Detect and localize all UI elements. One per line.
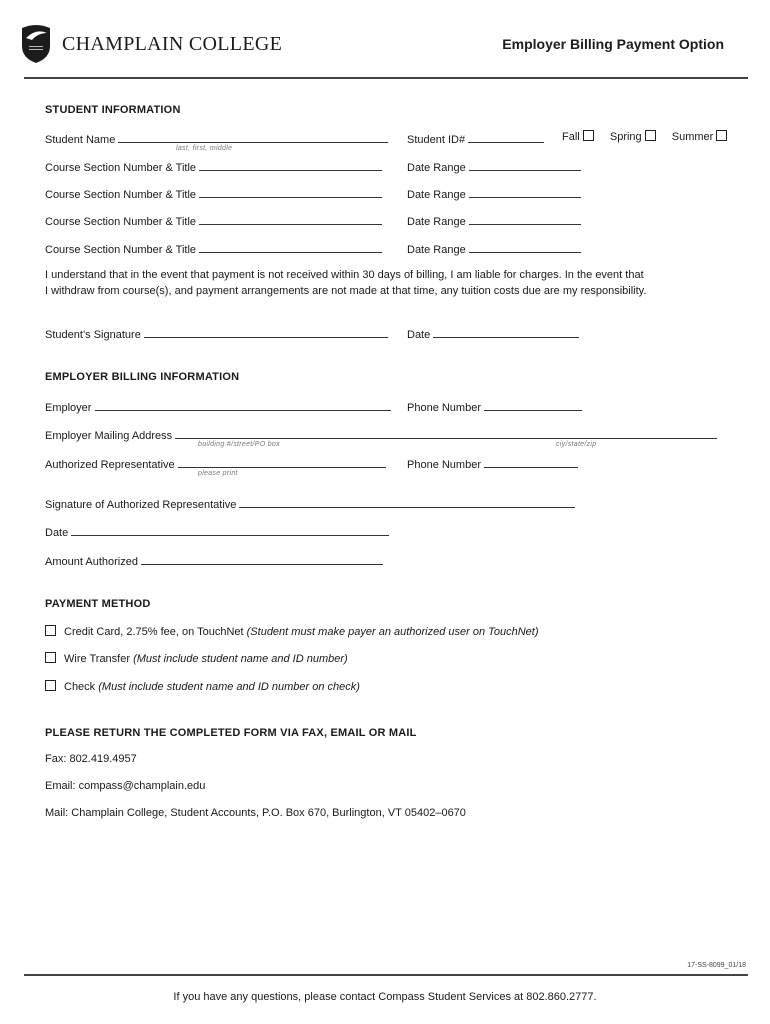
employer-date-line[interactable]: [71, 524, 389, 536]
course-row[interactable]: [45, 213, 382, 228]
student-date-line[interactable]: [433, 326, 579, 338]
amount-authorized-field[interactable]: [45, 553, 383, 568]
payment-option-check[interactable]: [45, 680, 360, 693]
amount-authorized-line[interactable]: [141, 553, 383, 565]
employer-info-heading: EMPLOYER BILLING INFORMATION: [45, 371, 240, 383]
employer-date-label: Date: [45, 527, 69, 539]
summer-checkbox[interactable]: [716, 130, 727, 141]
course-line[interactable]: [199, 213, 382, 225]
summer-label: Summer: [671, 131, 714, 143]
course-label: Course Section Number & Title: [45, 162, 197, 174]
student-id-label: Student ID#: [407, 134, 466, 146]
mailing-address-label: Employer Mailing Address: [45, 430, 173, 442]
spring-checkbox[interactable]: [645, 130, 656, 141]
form-title: Employer Billing Payment Option: [502, 36, 724, 52]
header-divider: [24, 77, 748, 79]
date-range-label: Date Range: [407, 244, 466, 256]
employer-line[interactable]: [95, 399, 391, 411]
student-name-line[interactable]: [118, 131, 388, 143]
student-date-label: Date: [407, 329, 431, 341]
student-signature-field[interactable]: [45, 326, 388, 341]
wire-transfer-note: (Must include student name and ID number): [133, 653, 348, 665]
term-options: [562, 130, 727, 143]
fall-checkbox[interactable]: [583, 130, 594, 141]
rep-phone-line[interactable]: [484, 456, 578, 468]
check-checkbox[interactable]: [45, 680, 56, 691]
agreement-text: [45, 267, 725, 299]
authorized-rep-line[interactable]: [178, 456, 386, 468]
mailing-address: Mail: Champlain College, Student Accounts, P.O. Box 670, Burlington, VT 05402–0670: [45, 807, 466, 819]
course-line[interactable]: [199, 159, 382, 171]
date-range-field[interactable]: [407, 186, 581, 201]
return-heading: PLEASE RETURN THE COMPLETED FORM VIA FAX, EMAIL OR MAIL: [45, 727, 417, 739]
mailing-street-hint: building #/street/PO box: [198, 441, 280, 448]
course-row[interactable]: [45, 159, 382, 174]
course-row[interactable]: [45, 241, 382, 256]
payment-option-credit-card[interactable]: [45, 625, 539, 638]
employer-field[interactable]: [45, 399, 391, 414]
mailing-city-hint: ciy/state/zip: [556, 441, 597, 448]
rep-signature-label: Signature of Authorized Representative: [45, 499, 237, 511]
student-signature-label: Student’s Signature: [45, 329, 141, 341]
agreement-line-1: I understand that in the event that payment is not received within 30 days of billing, I am liable for charges. In the event that: [45, 269, 644, 281]
date-range-line[interactable]: [469, 241, 581, 253]
credit-card-label: Credit Card, 2.75% fee, on TouchNet: [64, 626, 244, 638]
date-range-label: Date Range: [407, 162, 466, 174]
footer-divider: [24, 974, 748, 976]
date-range-field[interactable]: [407, 241, 581, 256]
fax-number: Fax: 802.419.4957: [45, 753, 137, 765]
amount-authorized-label: Amount Authorized: [45, 556, 138, 568]
course-label: Course Section Number & Title: [45, 189, 197, 201]
date-range-label: Date Range: [407, 189, 466, 201]
student-name-label: Student Name: [45, 134, 116, 146]
footer-contact: If you have any questions, please contact Compass Student Services at 802.860.2777.: [173, 991, 597, 1003]
student-id-field[interactable]: [407, 131, 544, 146]
credit-card-note: (Student must make payer an authorized user on TouchNet): [246, 626, 539, 638]
payment-method-heading: PAYMENT METHOD: [45, 598, 151, 610]
mailing-address-line[interactable]: [175, 427, 717, 439]
wire-transfer-checkbox[interactable]: [45, 652, 56, 663]
rep-signature-line[interactable]: [239, 496, 575, 508]
check-note: (Must include student name and ID number on check): [98, 681, 360, 693]
employer-date-field[interactable]: [45, 524, 389, 539]
payment-option-wire[interactable]: [45, 652, 348, 665]
student-name-field[interactable]: [45, 131, 388, 146]
student-info-heading: STUDENT INFORMATION: [45, 104, 181, 116]
shield-icon: [20, 24, 52, 64]
date-range-line[interactable]: [469, 213, 581, 225]
agreement-line-2: I withdraw from course(s), and payment arrangements are not made at that time, any tuition costs due are my responsibility.: [45, 285, 647, 297]
date-range-field[interactable]: [407, 213, 581, 228]
student-name-hint: last, first, middle: [176, 145, 233, 152]
date-range-field[interactable]: [407, 159, 581, 174]
course-label: Course Section Number & Title: [45, 216, 197, 228]
spring-label: Spring: [609, 131, 642, 143]
student-id-line[interactable]: [468, 131, 544, 143]
college-logo: [20, 24, 282, 64]
wire-transfer-label: Wire Transfer: [64, 653, 131, 665]
fall-label: Fall: [562, 131, 580, 143]
authorized-rep-label: Authorized Representative: [45, 459, 175, 471]
student-signature-line[interactable]: [144, 326, 388, 338]
date-range-line[interactable]: [469, 159, 581, 171]
authorized-rep-field[interactable]: [45, 456, 386, 471]
course-label: Course Section Number & Title: [45, 244, 197, 256]
check-label: Check: [64, 681, 96, 693]
authorized-rep-hint: please print: [198, 470, 238, 477]
form-code: 17-SS-8099_01/18: [687, 962, 746, 969]
credit-card-checkbox[interactable]: [45, 625, 56, 636]
employer-phone-label: Phone Number: [407, 402, 481, 414]
rep-phone-field[interactable]: [407, 456, 578, 471]
course-line[interactable]: [199, 241, 382, 253]
date-range-line[interactable]: [469, 186, 581, 198]
employer-phone-field[interactable]: [407, 399, 582, 414]
date-range-label: Date Range: [407, 216, 466, 228]
mailing-address-field[interactable]: [45, 427, 717, 442]
course-line[interactable]: [199, 186, 382, 198]
email-address: Email: compass@champlain.edu: [45, 780, 206, 792]
rep-signature-field[interactable]: [45, 496, 575, 511]
course-row[interactable]: [45, 186, 382, 201]
college-name: CHAMPLAIN COLLEGE: [62, 32, 283, 55]
rep-phone-label: Phone Number: [407, 459, 481, 471]
employer-phone-line[interactable]: [484, 399, 582, 411]
employer-label: Employer: [45, 402, 92, 414]
student-date-field[interactable]: [407, 326, 579, 341]
